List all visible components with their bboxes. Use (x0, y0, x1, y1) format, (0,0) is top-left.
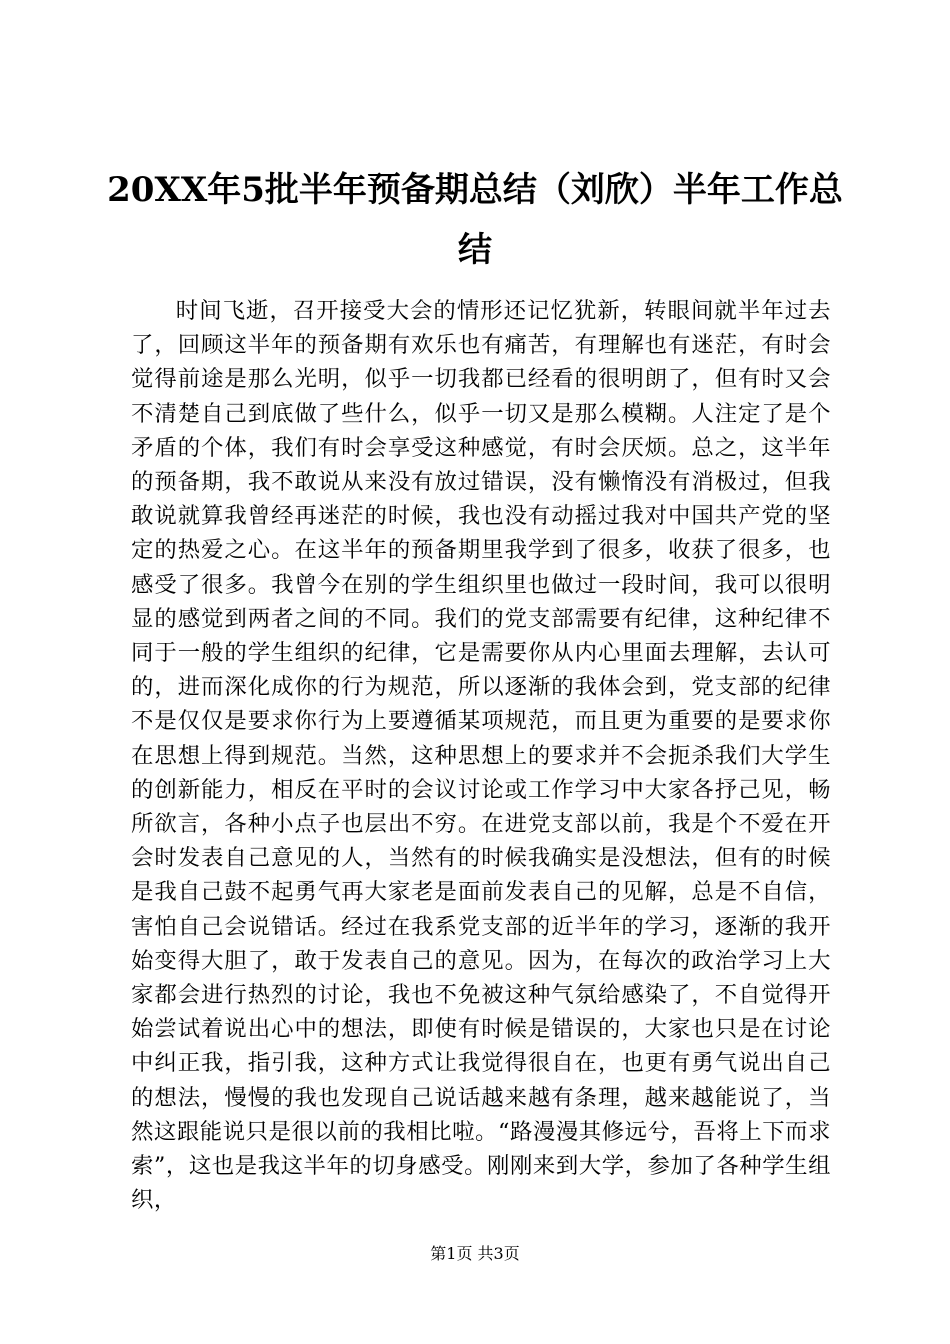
page-footer: 第1页 共3页 (430, 1244, 520, 1263)
document-title: 20XX年5批半年预备期总结（刘欣）半年工作总结 (107, 170, 843, 270)
body-paragraph: 时间飞逝，召开接受大会的情形还记忆犹新，转眼间就半年过去了，回顾这半年的预备期有欢乐也有痛苦，有理解也有迷茫，有时会觉得前途是那么光明，似乎一切我都已经看的很明朗了，但有时又会不清楚自己到底做了些什么，似乎一切又是那么模糊。人注定了是个矛盾的个体，我们有时会享受这种感觉，有时会厌烦。总之，这半年的预备期，我不敢说从来没有放过错误，没有懒惰没有消极过，但我敢说就算我曾经再迷茫的时候，我也没有动摇过我对中国共产党的坚定的热爱之心。在这半年的预备期里我学到了很多，收获了很多，也感受了很多。我曾今在别的学生组织里也做过一段时间，我可以很明显的感觉到两者之间的不同。我们的党支部需要有纪律，这种纪律不同于一般的学生组织的纪律，它是需要你从内心里面去理解，去认可的，进而深化成你的行为规范，所以逐渐的我体会到，党支部的纪律不是仅仅是要求你行为上要遵循某项规范，而且更为重要的是要求你在思想上得到规范。当然，这种思想上的要求并不会扼杀我们大学生的创新能力，相反在平时的会议讨论或工作学习中大家各抒己见，畅所欲言，各种小点子也层出不穷。在进党支部以前，我是个不爱在开会时发表自己意见的人，当然有的时候我确实是没想法，但有的时候是我自己鼓不起勇气再大家老是面前发表自己的见解，总是不自信，害怕自己会说错话。经过在我系党支部的近半年的学习，逐渐的我开始变得大胆了，敢于发表自己的意见。因为，在每次的政治学习上大家都会进行热烈的讨论，我也不免被这种气氛给感染了，不自觉得开始尝试着说出心中的想法，即使有时候是错误的，大家也只是在讨论中纠正我，指引我，这种方式让我觉得很自在，也更有勇气说出自己的想法，慢慢的我也发现自己说话越来越有条理，越来越能说了，当然这跟能说只是很以前的我相比啦。“路漫漫其修远兮，吾将上下而求索”，这也是我这半年的切身感受。刚刚来到大学，参加了各种学生组织， (131, 298, 831, 1214)
